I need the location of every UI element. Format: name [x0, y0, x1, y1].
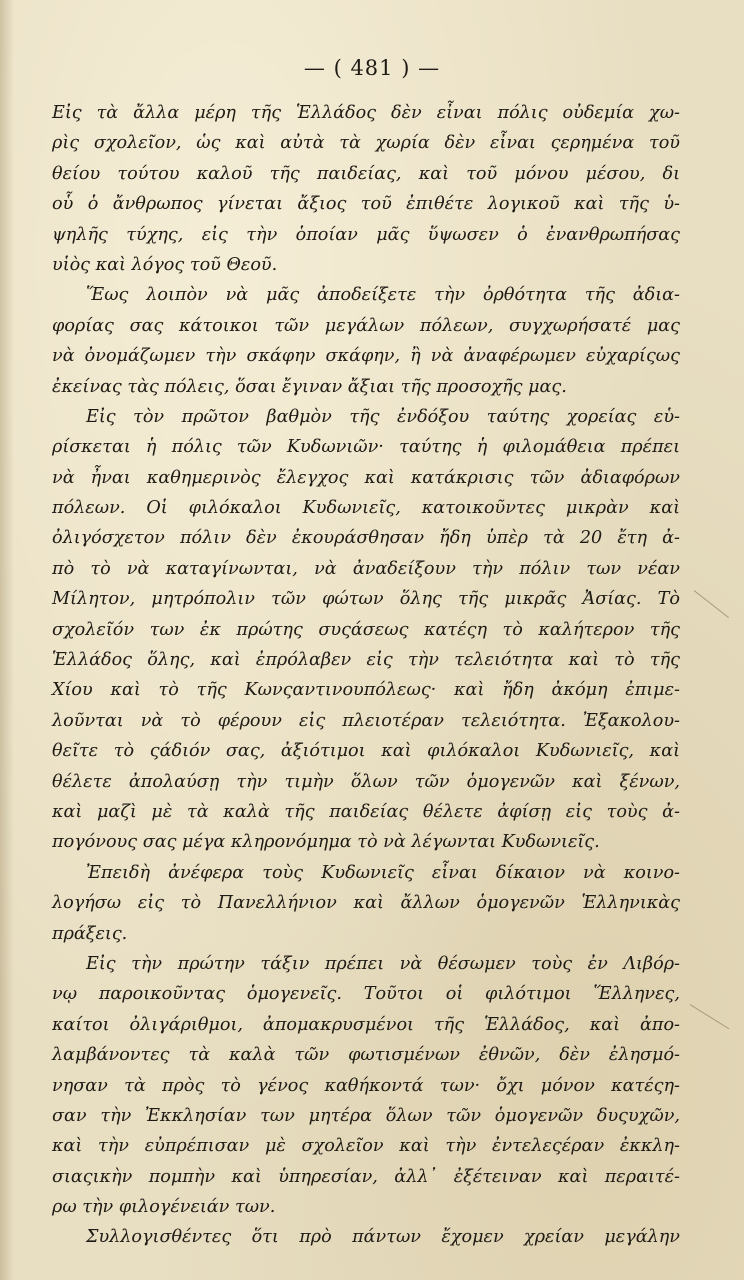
text-line: καίτοι ὀλιγάριθμοι, ἀπομακρυσμένοι τῆς Ἑλλάδος, καὶ ἀπο-	[52, 1014, 680, 1035]
margin-mark-upper	[694, 590, 729, 618]
text-line: Εἰς τὰ ἄλλα μέρη τῆς Ἑλλάδος δὲν εἶναι πόλις οὐδεμία χω-	[52, 103, 680, 123]
text-line: οὗ ὁ ἄνθρωπος γίνεται ἄξιος τοῦ ἐπιθέτε λογικοῦ καὶ τῆς ὑ-	[52, 194, 680, 215]
text-line: λαμβάνοντες τὰ καλὰ τῶν φωτισμένων ἐθνῶν, δὲν ἐλησμό-	[52, 1045, 680, 1066]
text-line: Συλλογισθέντες ὅτι πρὸ πάντων ἔχομεν χρείαν μεγάλην	[86, 1227, 680, 1248]
text-line: νησαν τὰ πρὸς τὸ γένος καθήκοντά των· ὄχι μόνον κατέςη-	[52, 1075, 680, 1096]
text-line: νὰ ἦναι καθημερινὸς ἔλεγχος καὶ κατάκρισις τῶν ἀδιαφόρων	[52, 467, 680, 488]
text-line: πράξεις.	[52, 923, 128, 944]
text-line: Μίλητον, μητρόπολιν τῶν φώτων ὅλης τῆς μικρᾶς Ἀσίας. Τὸ	[52, 589, 680, 610]
text-line: πὸ τὸ νὰ καταγίνωνται, νὰ ἀναδείξουν τὴν πόλιν των νέαν	[52, 558, 680, 579]
text-line: σιαςικὴν πομπὴν καὶ ὑπηρεσίαν, ἀλλ᾽ ἐξέτειναν καὶ περαιτέ-	[52, 1166, 680, 1187]
text-line: πόλεων. Οἱ φιλόκαλοι Κυδωνιεῖς, κατοικοῦντες μικρὰν καὶ	[52, 498, 680, 519]
text-line: καὶ τὴν εὐπρέπισαν μὲ σχολεῖον καὶ τὴν ἐντελεςέραν ἐκκλη-	[52, 1136, 680, 1157]
text-line: Ἕως λοιπὸν νὰ μᾶς ἀποδείξετε τὴν ὀρθότητα τῆς ἀδια-	[86, 285, 680, 306]
page-edge-shadow	[0, 0, 14, 1280]
text-line: ὀλιγόσχετον πόλιν δὲν ἐκουράσθησαν ἤδη ὑπὲρ τὰ 20 ἔτη ἀ-	[52, 528, 680, 549]
text-line: ἐκείνας τὰς πόλεις, ὅσαι ἔγιναν ἄξιαι τῆς προσοχῆς μας.	[52, 376, 567, 397]
text-line: λοῦνται νὰ τὸ φέρουν εἰς πλειοτέραν τελειότητα. Ἐξακολου-	[52, 710, 680, 731]
text-line: καὶ μαζὶ μὲ τὰ καλὰ τῆς παιδείας θέλετε ἀφίσῃ εἰς τοὺς ἀ-	[52, 801, 680, 822]
text-line: λογήσω εἰς τὸ Πανελλήνιον καὶ ἄλλων ὁμογενῶν Ἑλληνικὰς	[52, 893, 680, 914]
text-line: σχολεῖόν των ἐκ πρώτης συςάσεως κατέςη τὸ καλήτερον τῆς	[52, 619, 680, 640]
text-line: σαν τὴν Ἐκκλησίαν των μητέρα ὅλων τῶν ὁμογενῶν δυςυχῶν,	[52, 1105, 680, 1126]
text-line: φορίας σας κάτοικοι τῶν μεγάλων πόλεων, συγχωρήσατέ μας	[52, 315, 680, 336]
text-line: Χίου καὶ τὸ τῆς Κωνςαντινουπόλεως· καὶ ἤδη ἀκόμη ἐπιμε-	[52, 680, 680, 701]
text-line: Εἰς τὸν πρῶτον βαθμὸν τῆς ἐνδόξου ταύτης χορείας εὑ-	[86, 406, 680, 427]
text-line: θεῖτε τὸ ςάδιόν σας, ἀξιότιμοι καὶ φιλόκαλοι Κυδωνιεῖς, καὶ	[52, 741, 680, 762]
text-line: ρω τὴν φιλογένειάν των.	[52, 1197, 276, 1218]
margin-mark-lower	[690, 1004, 730, 1029]
text-line: θέλετε ἀπολαύσῃ τὴν τιμὴν ὅλων τῶν ὁμογενῶν καὶ ξένων,	[52, 771, 680, 792]
text-line: νὰ ὀνομάζωμεν τὴν σκάφην σκάφην, ἢ νὰ ἀναφέρωμεν εὐχαρίςως	[52, 346, 680, 367]
text-line: Εἰς τὴν πρώτην τάξιν πρέπει νὰ θέσωμεν τοὺς ἐν Λιβόρ-	[86, 953, 680, 974]
text-line: νῳ παροικοῦντας ὁμογενεῖς. Τοῦτοι οἱ φιλότιμοι Ἕλληνες,	[52, 984, 680, 1005]
text-line: υἱὸς καὶ λόγος τοῦ Θεοῦ.	[52, 254, 278, 275]
text-line: ρὶς σχολεῖον, ὡς καὶ αὐτὰ τὰ χωρία δὲν εἶναι ςερημένα τοῦ	[52, 133, 680, 154]
page-number-header: — ( 481 ) —	[303, 56, 441, 80]
text-line: Ἑλλάδος ὅλης, καὶ ἐπρόλαβεν εἰς τὴν τελειότητα καὶ τὸ τῆς	[52, 650, 680, 671]
text-line: πογόνους σας μέγα κληρονόμημα τὸ νὰ λέγωνται Κυδωνιεῖς.	[52, 832, 600, 853]
text-line: ρίσκεται ἡ πόλις τῶν Κυδωνιῶν· ταύτης ἡ φιλομάθεια πρέπει	[52, 437, 680, 458]
text-line: ψηλῆς τύχης, εἰς τὴν ὁποίαν μᾶς ὕψωσεν ὁ ἐνανθρωπήσας	[52, 224, 680, 245]
body-text	[52, 98, 680, 1253]
text-line: θείου τούτου καλοῦ τῆς παιδείας, καὶ τοῦ μόνου μέσου, δι	[52, 163, 680, 184]
text-line: Ἐπειδὴ ἀνέφερα τοὺς Κυδωνιεῖς εἶναι δίκαιον νὰ κοινο-	[86, 862, 680, 883]
